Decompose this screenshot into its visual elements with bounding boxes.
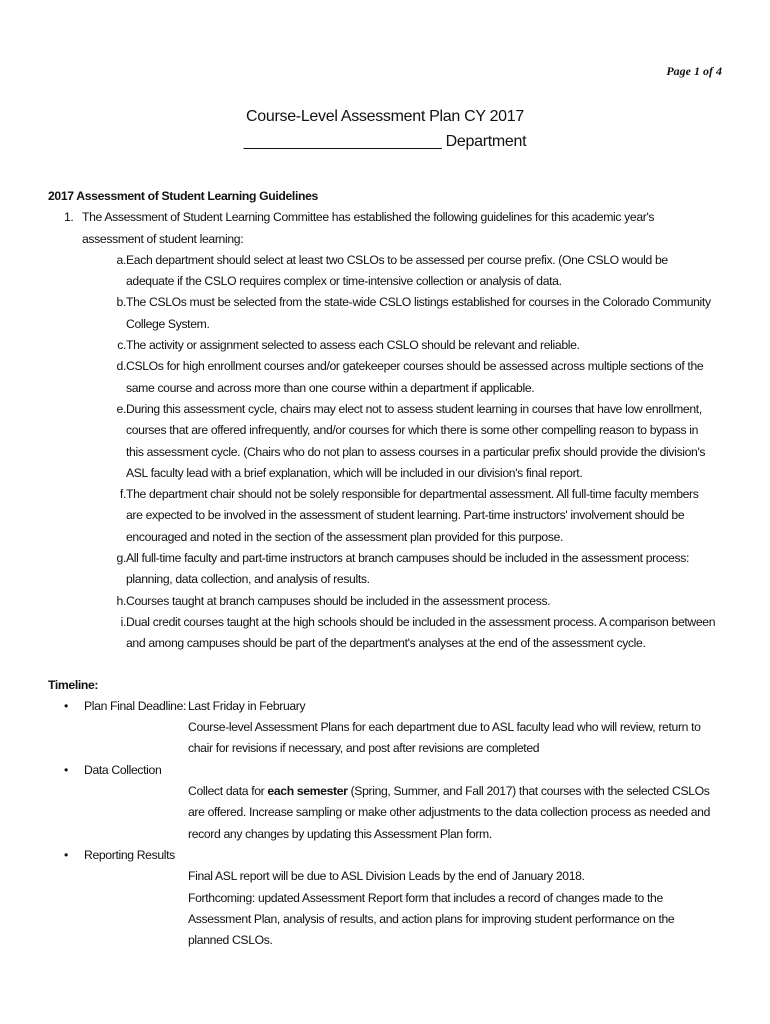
timeline-item-plan-deadline <box>48 696 718 717</box>
guideline-subitem-g <box>108 548 718 591</box>
subitem-text: The department chair should not be solely responsible for departmental assessment. All full-time faculty members are expected to be involved in the assessment of student learning. Part-time instructors' involvement should be encouraged and noted in the section of the assessment plan provided for this purpose. <box>126 487 699 544</box>
subitem-label: d. <box>116 359 126 374</box>
subitem-label: h. <box>116 593 126 608</box>
timeline-label: Data Collection <box>84 762 162 777</box>
guideline-subitem-e <box>108 399 718 484</box>
guideline-subitem-h <box>108 591 718 612</box>
item-number: 1. <box>64 210 74 225</box>
timeline-detail-cont <box>48 781 718 845</box>
guideline-subitem-c <box>108 335 718 356</box>
bullet: • <box>64 762 68 777</box>
timeline-item-data-collection <box>48 760 718 781</box>
timeline-section <box>48 675 718 952</box>
subitem-label: e. <box>116 401 126 416</box>
guideline-item-1 <box>64 207 718 250</box>
page-number: Page 1 of 4 <box>666 64 722 78</box>
timeline-heading: Timeline: <box>48 677 99 692</box>
detail-text: Final ASL report will be due to ASL Division Leads by the end of January 2018. <box>188 869 585 884</box>
guideline-subitems <box>108 250 718 655</box>
guideline-subitem-b <box>108 292 718 335</box>
detail-emphasis: each semester <box>267 784 348 799</box>
subitem-label: g. <box>116 551 126 566</box>
bullet: • <box>64 698 68 713</box>
detail-text: (Spring, Summer, and Fall 2017) that courses with the selected CSLOs are offered. Increase sampling or make other adjustments to the data collection process as needed and record any changes by updating this Assessment Plan form. <box>188 784 710 841</box>
subitem-label: f. <box>119 487 126 502</box>
item-text: The Assessment of Student Learning Committee has established the following guidelines for this academic year's assessment of student learning: <box>82 210 655 246</box>
bullet: • <box>64 847 68 862</box>
timeline-detail-cont: Course-level Assessment Plans for each department due to ASL faculty lead who will review, return to chair for revisions if necessary, and post after revisions are completed <box>188 720 701 756</box>
title-line-1: Course-Level Assessment Plan CY 2017 <box>246 108 524 125</box>
detail-text: Collect data for <box>188 784 268 799</box>
subitem-text: The CSLOs must be selected from the state-wide CSLO listings established for courses in the Colorado Community College System. <box>126 295 711 331</box>
guideline-subitem-i <box>108 612 718 655</box>
subitem-label: c. <box>117 338 126 353</box>
subitem-label: i. <box>120 614 126 629</box>
guideline-subitem-a <box>108 250 718 293</box>
subitem-text: Each department should select at least two CSLOs to be assessed per course prefix. (One CSLO would be adequate if the CSLO requires complex or time-intensive collection or analysis of data. <box>126 252 668 289</box>
timeline-label: Plan Final Deadline: <box>84 698 187 713</box>
subitem-text: CSLOs for high enrollment courses and/or gatekeeper courses should be assessed across multiple sections of the same course and across more than one course within a department if applicable. <box>126 359 704 395</box>
subitem-text: Dual credit courses taught at the high schools should be included in the assessment process. A comparison between and among campuses should be part of the department's analyses at the end of the assessment cycle. <box>126 614 716 651</box>
subitem-label: a. <box>116 252 126 267</box>
document-body <box>48 186 718 951</box>
guidelines-heading: 2017 Assessment of Student Learning Guidelines <box>48 189 318 203</box>
timeline-detail: Last Friday in February <box>188 698 306 713</box>
guideline-subitem-d <box>108 356 718 399</box>
document-title <box>0 104 770 154</box>
guideline-subitem-f <box>108 484 718 548</box>
subitem-text: The activity or assignment selected to assess each CSLO should be relevant and reliable. <box>126 338 580 353</box>
detail-text: Forthcoming: updated Assessment Report form that includes a record of changes made to the Assessment Plan, analysis of results, and action plans for improving student performance on the planned CSLOs. <box>188 890 675 948</box>
subitem-text: During this assessment cycle, chairs may elect not to assess student learning in courses that have low enrollment, courses that are offered infrequently, and/or courses for which there is some other compelling reason to bypass in this assessment cycle. (Chairs who do not plan to assess courses in a particular prefix should provide the division's ASL faculty lead with a brief explanation, which will be included in our division's final report. <box>126 401 706 480</box>
timeline-item-reporting-results <box>48 845 718 866</box>
subitem-label: b. <box>116 295 126 310</box>
subitem-text: Courses taught at branch campuses should be included in the assessment process. <box>126 593 551 608</box>
subitem-text: All full-time faculty and part-time instructors at branch campuses should be included in the assessment process: planning, data collection, and analysis of results. <box>126 551 690 587</box>
timeline-label: Reporting Results <box>84 847 175 862</box>
title-line-2: _______________________ Department <box>243 133 527 150</box>
timeline-detail-cont <box>48 866 718 951</box>
